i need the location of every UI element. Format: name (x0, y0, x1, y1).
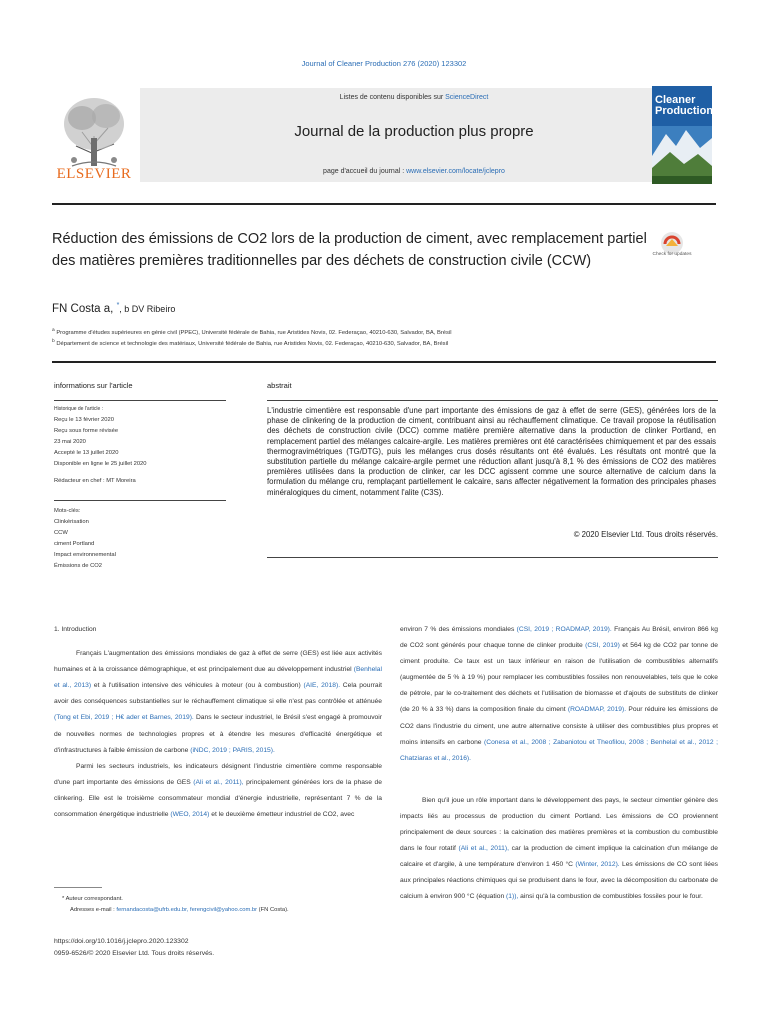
citation-link[interactable]: (Tong et Ebi, 2019 ; H€ ader et Barnes, 2019). (54, 714, 194, 722)
keywords-label: Mots-clés: (54, 508, 81, 514)
sciencedirect-link[interactable]: ScienceDirect (445, 94, 489, 101)
article-info-heading: informations sur l'article (54, 381, 133, 390)
keywords-rule (54, 500, 226, 501)
citation-link[interactable]: (AIE, 2018). (303, 682, 341, 690)
citation-link[interactable]: (ROADMAP, 2019). (567, 706, 627, 714)
received-date: Reçu le 13 février 2020 (54, 417, 114, 423)
revised-date: 23 mai 2020 (54, 439, 86, 445)
body-text: Pour réduire les émissions de CO2 dans l'industrie du ciment, une autre alternative consiste à utiliser des combustibles plus propres et moins intensifs en carbone (400, 706, 719, 746)
check-for-updates-icon[interactable] (652, 229, 692, 269)
email-note (70, 907, 289, 913)
body-text: Dans le secteur industriel, le Brésil s'est engagé à promouvoir de nouvelles normes de technologies propres et à étendre les mesures d'efficacité énergétique et d'infrastructures à faible émission de carbone (54, 714, 382, 754)
citation-link[interactable]: (Ali et al., 2011), (458, 845, 509, 853)
introduction-heading: 1. Introduction (54, 626, 97, 633)
right-paragraph-1 (400, 622, 718, 767)
intro-paragraph-1 (54, 646, 382, 759)
citation-link[interactable]: (WEO, 2014) (170, 811, 210, 819)
keyword: Émissions de CO2 (54, 563, 103, 569)
article-history (54, 404, 147, 487)
body-text: Cela pourrait avoir des conséquences substantielles sur le réchauffement climatique si elle n'est pas contrôlée et atténuée (54, 682, 382, 706)
header-rule (52, 203, 716, 205)
body-text: Bien qu'il joue un rôle important dans le développement des pays, le secteur cimentier génère des impacts liés au processus de production du ciment Portland. Les émissions de CO proviennent principalement de deux sources : la calcination des matières premières et la combustion du combustible dans le four rotatif (400, 796, 718, 853)
masthead-banner (140, 88, 688, 182)
publisher-logo-text: ELSEVIER (56, 166, 132, 182)
cover-title: Cleaner Production (655, 94, 714, 117)
issn-copyright: 0959-6526/© 2020 Elsevier Ltd. Tous droits réservés. (54, 950, 215, 957)
citation-link[interactable]: (CSI, 2019 ; ROADMAP, 2019). (516, 626, 612, 633)
accepted-date: Accepté le 13 juillet 2020 (54, 450, 119, 456)
affiliation-b-mark: b (52, 339, 55, 344)
equation-link[interactable]: (1)), (506, 893, 519, 901)
journal-title: Journal de la production plus propre (294, 123, 534, 140)
revised-label: Reçu sous forme révisée (54, 428, 119, 434)
article-info-rule (54, 400, 226, 401)
abstract-text: L'industrie cimentière est responsable d'une part importante des émissions de gaz à effet de serre (GES), générées lors de la phase de clinkering de la production de ciment, contribuant ainsi au réchauffement climatique. Ce travail propose la réutilisation des déchets de construction civile (DCC) comme matière première alternative dans la production de clinker Portland, en remplacement partiel des mélanges calcaire-argile. Les matières premières ont été caractérisées chimiquement et par des essais thermogravimétriques (TG/DTG), puis les mélanges crus dosés résultants ont été évalués. Les résultats ont montré que la substitution partielle du mélange calcaire-argile permet une réduction allant jusqu'à 8,1 % des émissions de CO2 des matières premières utilisées dans la production de clinker, car les DCC agissent comme une source alternative de calcium dans la formulation du mélange cru, remplaçant partiellement le calcaire, sans affecter négativement la formation des principales phases minéralogiques du ciment, notamment l'alite (C3S). (267, 406, 716, 497)
author-costa[interactable]: FN Costa a, (52, 302, 114, 315)
citation-link[interactable]: (Ali et al., 2011), (193, 778, 244, 786)
author-emails-link[interactable]: fernandacosta@ufrb.edu.br, ferengcivil@yahoo.com.br (116, 907, 258, 913)
body-text: et à l'utilisation intensive des véhicules à moteur (ou à combustion) (91, 682, 304, 690)
body-text: Français L'augmentation des émissions mondiales de gaz à effet de serre (GES) est liée aux activités humaines et à la croissance démographique, et est principalement due au développement industriel (54, 650, 382, 674)
homepage-prefix: page d'accueil du journal : (323, 168, 407, 175)
footnote-mark: * (62, 896, 65, 902)
email-suffix: (FN Costa). (257, 907, 289, 913)
affiliation-a-mark: a (52, 328, 55, 333)
keyword: CCW (54, 530, 68, 536)
article-title: Réduction des émissions de CO2 lors de la production de ciment, avec remplacement partiel des matières premières traditionnelles par des déchets de construction civile (CCW) (52, 231, 647, 269)
affiliation-rule (52, 361, 716, 363)
keyword: Impact environnemental (54, 552, 116, 558)
editor-line: Rédacteur en chef : MT Moreira (54, 478, 136, 484)
citation-link[interactable]: (iNDC, 2019 ; PARIS, 2015). (190, 746, 275, 754)
contents-prefix: Listes de contenu disponibles sur (339, 94, 446, 101)
abstract-bottom-rule (267, 557, 718, 558)
body-left-column (54, 622, 382, 823)
body-text: Français Au Brésil, environ 866 kg de CO2 sont générés pour chaque tonne de clinker produite (400, 626, 719, 650)
keyword: Clinkérisation (54, 519, 89, 525)
author-ribeiro[interactable]: , b DV Ribeiro (119, 303, 176, 314)
body-right-column (400, 622, 718, 906)
online-date: Disponible en ligne le 25 juillet 2020 (54, 461, 147, 467)
abstract-heading: abstrait (267, 381, 292, 390)
body-text: environ 7 % des émissions mondiales (400, 626, 517, 633)
body-text: et le deuxième émetteur industriel de CO2, avec (209, 811, 355, 819)
body-text: et 564 kg de CO2 par tonne de ciment produite. Ce taux est un taux inférieur en raison de l'utilisation de combustibles alternatifs (augmentée de 5 % à 19 %) pour remplacer les combustibles fossiles non renouvelables, tels que le coke de pétrole, par le co-traitement des déchets et l'utilisation de biomasse et d'ajouts de substituts de clinker (de 20 % à 33 %) dans la composition finale du ciment (400, 642, 718, 714)
affiliation-a (52, 328, 716, 336)
corresponding-author-mark[interactable]: * (116, 302, 120, 309)
right-paragraph-2 (400, 793, 718, 906)
journal-reference[interactable]: Journal of Cleaner Production 276 (2020) 123302 (301, 59, 467, 68)
footnote-rule (54, 887, 102, 888)
email-label: Adresses e-mail : (70, 907, 117, 913)
citation-link[interactable]: (CSI, 2019) (585, 642, 620, 650)
keywords-list (54, 506, 116, 572)
body-text: Les émissions de CO sont liées aux principales réactions chimiques qui se produisent dans le four, avec la décomposition du carbonate de calcium à environ 900 °C (équation (400, 861, 719, 901)
citation-link[interactable]: (Winter, 2012). (575, 861, 620, 869)
contents-line (140, 94, 688, 101)
body-text: Parmi les secteurs industriels, les indicateurs désignent l'industrie cimentière comme responsable d'une part importante des émissions de GES (54, 762, 382, 786)
keyword: ciment Portland (54, 541, 95, 547)
abstract-rule (267, 400, 718, 401)
body-text: principalement générées lors de la phase de clinkering. Elle est le troisième consommateur mondial d'énergie industrielle, représentant 7 % de la consommation énergétique industrielle (54, 778, 383, 819)
journal-homepage-line (140, 168, 688, 175)
author-line (52, 302, 175, 315)
journal-homepage-link[interactable]: www.elsevier.com/locate/jclepro (406, 168, 505, 175)
citation-link[interactable]: (Benhelal et al., 2013) (54, 666, 382, 690)
history-label: Historique de l'article : (54, 406, 104, 412)
affiliation-b (52, 339, 716, 347)
body-text: car la production de ciment implique la calcination d'un mélange de calcaire et d'argile, à une température d'environ 1 450 °C (400, 845, 718, 869)
check-for-updates-label[interactable]: Check for updates (652, 252, 692, 257)
doi-link[interactable]: https://doi.org/10.1016/j.jclepro.2020.123302 (54, 938, 189, 945)
body-text: ainsi qu'à la combustion de combustibles fossiles pour le four. (518, 893, 703, 901)
affiliation-a-text: Programme d'études supérieures en génie civil (PPEC), Université fédérale de Bahia, rue Aristides Novis, 02. Federaçao, 40210-630, Salvador, BA, Brésil (56, 329, 452, 336)
affiliation-b-text: Département de science et technologie des matériaux, Université fédérale de Bahia, rue Aristides Novis, 02. Federaçao, 40210-630, Salvador, BA, Brésil (56, 340, 449, 347)
journal-masthead (52, 86, 636, 186)
footnote-text: Auteur correspondant. (65, 896, 123, 902)
corresponding-author-note (62, 896, 123, 902)
citation-link[interactable]: (Conesa et al., 2008 ; Zabaniotou et Theofilou, 2008 ; Benhelal et al., 2012 ; Chatziaras et al., 2016). (400, 738, 718, 762)
abstract-copyright: © 2020 Elsevier Ltd. Tous droits réservés. (573, 530, 718, 539)
intro-paragraph-2 (54, 759, 382, 823)
